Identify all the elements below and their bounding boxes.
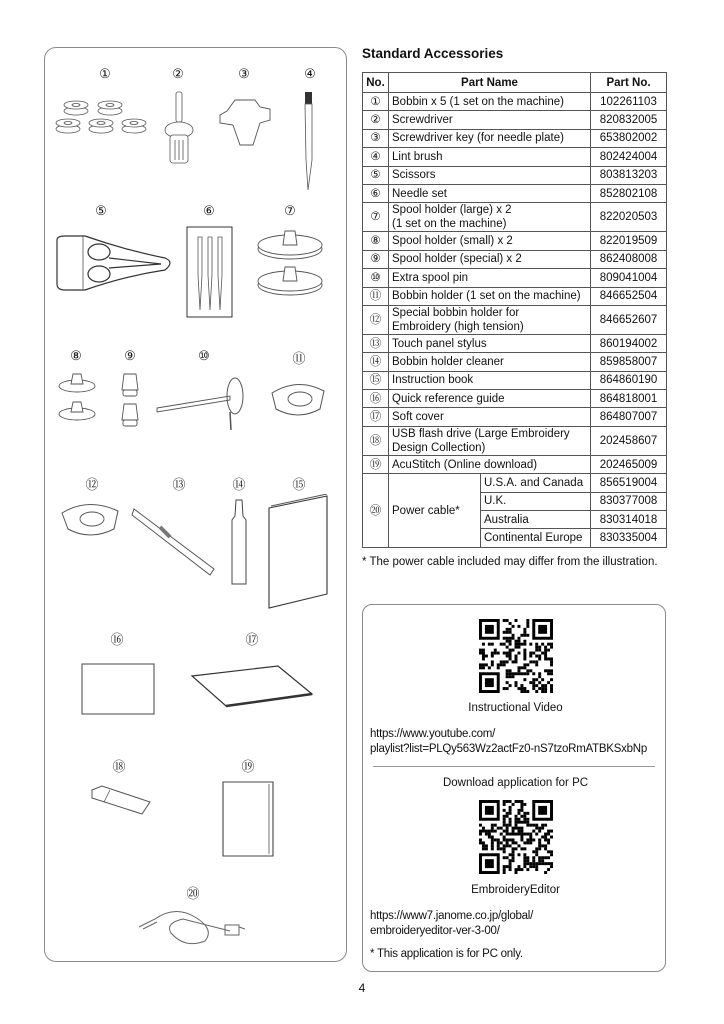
row-part-name: [389, 269, 591, 287]
row-no: ⑰: [363, 408, 389, 426]
row-part-name: [389, 371, 591, 389]
item-label-11: ⑪: [292, 351, 306, 366]
part-name-line: Instruction book: [392, 374, 474, 387]
app-url-line-1[interactable]: https://www7.janome.co.jp/global/: [370, 910, 534, 922]
table-row: [363, 148, 667, 166]
table-row: [363, 371, 667, 389]
row-part-name: [389, 426, 591, 455]
row-part-no: 852802108: [591, 184, 667, 202]
item-label-15: ⑮: [292, 477, 306, 492]
item-label-20: ⑳: [186, 886, 200, 901]
row-part-name: [389, 166, 591, 184]
row-part-no: 102261103: [591, 93, 667, 111]
row-no: ⑮: [363, 371, 389, 389]
instruction-book-illustration: [265, 494, 335, 612]
video-label: Instructional Video: [468, 702, 563, 714]
region: U.K.: [481, 492, 591, 510]
row-no: ①: [363, 93, 389, 111]
item-label-4: ④: [304, 66, 316, 81]
row-part-name: [389, 129, 591, 147]
bobbin-holder-cleaner-illustration: [228, 498, 250, 588]
item-label-6: ⑥: [203, 203, 215, 218]
scissors-illustration: [55, 230, 175, 295]
app-label: EmbroideryEditor: [471, 884, 560, 896]
row-no: ⑧: [363, 232, 389, 250]
item-label-16: ⑯: [110, 632, 124, 647]
row-part-name: [389, 334, 591, 352]
row-part-no: 860194002: [591, 334, 667, 352]
accessories-section: [362, 46, 668, 569]
table-row: [363, 129, 667, 147]
row-part-no: 856519004: [591, 474, 667, 492]
table-row-power-cable: [363, 474, 667, 492]
row-part-no: 830314018: [591, 511, 667, 529]
table-row: [363, 93, 667, 111]
qr-code-video[interactable]: [479, 619, 553, 693]
table-row: [363, 166, 667, 184]
item-label-3: ③: [238, 66, 250, 81]
part-name-line: Spool holder (large) x 2: [392, 204, 512, 217]
needle-set-illustration: [185, 225, 235, 320]
row-no: ⑦: [363, 203, 389, 232]
row-part-name: [389, 455, 591, 473]
part-name-line: Spool holder (special) x 2: [392, 253, 522, 266]
row-part-no: 822020503: [591, 203, 667, 232]
table-row: [363, 269, 667, 287]
part-name-line: Special bobbin holder for: [392, 306, 520, 319]
region: Continental Europe: [481, 529, 591, 547]
part-name-line: Touch panel stylus: [392, 337, 487, 350]
part-name-line: Lint brush: [392, 150, 443, 163]
item-label-14: ⑭: [232, 477, 246, 492]
row-no: ⑤: [363, 166, 389, 184]
special-bobbin-holder-illustration: [58, 495, 123, 545]
bobbins-illustration: [55, 95, 155, 145]
part-name-line: Spool holder (small) x 2: [392, 235, 513, 248]
app-note: * This application is for PC only.: [370, 948, 523, 960]
part-name-line-2: Embroidery (high tension): [392, 320, 524, 333]
page-number: 4: [358, 981, 366, 995]
bobbin-holder-illustration: [268, 375, 328, 425]
item-label-13: ⑬: [172, 477, 186, 492]
spool-holder-special-illustration: [118, 370, 143, 432]
part-name-line: Scissors: [392, 169, 436, 182]
item-label-9: ⑨: [124, 348, 136, 363]
row-part-name: [389, 111, 591, 129]
part-name-line: Screwdriver key (for needle plate): [392, 132, 564, 145]
row-no: ⑫: [363, 305, 389, 334]
item-label-12: ⑫: [85, 477, 99, 492]
row-no: ⑲: [363, 455, 389, 473]
table-row: [363, 203, 667, 232]
part-name-line: Quick reference guide: [392, 392, 505, 405]
row-part-no: 830377008: [591, 492, 667, 510]
part-name-line-2: Design Collection): [392, 441, 486, 454]
power-cable-illustration: [135, 905, 250, 950]
row-part-no: 202465009: [591, 455, 667, 473]
row-part-name: [389, 203, 591, 232]
row-no: ⑳: [363, 474, 389, 548]
row-part-name: [389, 353, 591, 371]
item-label-7: ⑦: [284, 203, 296, 218]
row-part-no: 809041004: [591, 269, 667, 287]
row-part-no: 653802002: [591, 129, 667, 147]
table-row: [363, 232, 667, 250]
part-name-line: Extra spool pin: [392, 271, 469, 284]
item-label-18: ⑱: [112, 759, 126, 774]
part-name-line: Bobbin x 5 (1 set on the machine): [392, 95, 564, 108]
item-label-2: ②: [172, 66, 184, 81]
item-label-8: ⑧: [70, 348, 82, 363]
acustitch-illustration: [219, 780, 277, 860]
part-name-line: Needle set: [392, 187, 447, 200]
divider: [373, 766, 655, 767]
table-row: [363, 334, 667, 352]
header-part-no: Part No.: [591, 73, 667, 93]
section-title: Standard Accessories: [362, 46, 504, 61]
part-name-line-2: (1 set on the machine): [392, 218, 507, 231]
app-url-line-2[interactable]: embroideryeditor-ver-3-00/: [370, 925, 500, 937]
row-part-no: 846652607: [591, 305, 667, 334]
part-name-line: Soft cover: [392, 411, 444, 424]
table-row: [363, 390, 667, 408]
row-part-name: [389, 408, 591, 426]
video-url-line-2[interactable]: playlist?list=PLQy563Wz2actFz0-nS7tzoRmATBKSxbNp: [370, 743, 647, 755]
qr-code-app[interactable]: [479, 800, 553, 874]
row-part-name: [389, 93, 591, 111]
row-part-no: 846652504: [591, 287, 667, 305]
row-no: ⑯: [363, 390, 389, 408]
row-no: ②: [363, 111, 389, 129]
lint-brush-illustration: [300, 90, 325, 195]
row-part-no: 864807007: [591, 408, 667, 426]
header-no: No.: [363, 73, 389, 93]
row-part-no: 820832005: [591, 111, 667, 129]
row-part-name: [389, 287, 591, 305]
quick-reference-guide-illustration: [80, 662, 156, 716]
power-cable-footnote: * The power cable included may differ from the illustration.: [362, 555, 658, 568]
row-part-no: 862408008: [591, 250, 667, 268]
video-url-line-1[interactable]: https://www.youtube.com/: [370, 728, 496, 740]
row-part-name: [389, 148, 591, 166]
download-heading: Download application for PC: [442, 777, 589, 789]
part-name-line: Screwdriver: [392, 114, 453, 127]
links-panel: [362, 604, 666, 972]
video-url[interactable]: [370, 727, 661, 757]
part-name-line: Bobbin holder (1 set on the machine): [392, 290, 581, 303]
accessories-table: [362, 72, 667, 548]
row-no: ④: [363, 148, 389, 166]
row-no: ⑩: [363, 269, 389, 287]
row-part-no: 864860190: [591, 371, 667, 389]
table-row: [363, 305, 667, 334]
part-name-line: USB flash drive (Large Embroidery: [392, 427, 570, 440]
row-part-name: Power cable*: [389, 474, 481, 548]
touch-panel-stylus-illustration: [130, 505, 220, 580]
part-name-line: AcuStitch (Online download): [392, 458, 538, 471]
item-label-17: ⑰: [245, 632, 259, 647]
row-part-name: [389, 305, 591, 334]
row-part-no: 864818001: [591, 390, 667, 408]
usb-flash-drive-illustration: [88, 782, 153, 817]
table-row: [363, 408, 667, 426]
row-part-no: 802424004: [591, 148, 667, 166]
row-no: ⑬: [363, 334, 389, 352]
row-no: ⑨: [363, 250, 389, 268]
spool-holder-large-illustration: [255, 225, 325, 305]
row-part-no: 830335004: [591, 529, 667, 547]
row-part-no: 803813203: [591, 166, 667, 184]
extra-spool-pin-illustration: [155, 372, 255, 434]
row-part-name: [389, 390, 591, 408]
spool-holder-small-illustration: [55, 370, 100, 430]
row-no: ⑥: [363, 184, 389, 202]
header-part-name: Part Name: [389, 73, 591, 93]
item-label-19: ⑲: [241, 759, 255, 774]
table-row: [363, 353, 667, 371]
row-part-name: [389, 232, 591, 250]
row-part-no: 859858007: [591, 353, 667, 371]
table-row: [363, 455, 667, 473]
table-row: [363, 111, 667, 129]
region: Australia: [481, 511, 591, 529]
table-header-row: [363, 73, 667, 93]
row-no: ⑱: [363, 426, 389, 455]
item-label-5: ⑤: [95, 203, 107, 218]
app-url[interactable]: [370, 909, 661, 939]
row-part-name: [389, 250, 591, 268]
item-label-1: ①: [99, 66, 111, 81]
soft-cover-illustration: [190, 664, 315, 709]
table-row: [363, 426, 667, 455]
screwdriver-illustration: [160, 90, 200, 175]
row-part-no: 822019509: [591, 232, 667, 250]
table-row: [363, 287, 667, 305]
table-row: [363, 250, 667, 268]
part-name-line: Bobbin holder cleaner: [392, 355, 504, 368]
row-no: ③: [363, 129, 389, 147]
row-no: ⑭: [363, 353, 389, 371]
screwdriver-key-illustration: [215, 95, 275, 160]
row-part-no: 202458607: [591, 426, 667, 455]
row-part-name: [389, 184, 591, 202]
region: U.S.A. and Canada: [481, 474, 591, 492]
row-no: ⑪: [363, 287, 389, 305]
item-label-10: ⑩: [198, 348, 210, 363]
table-row: [363, 184, 667, 202]
